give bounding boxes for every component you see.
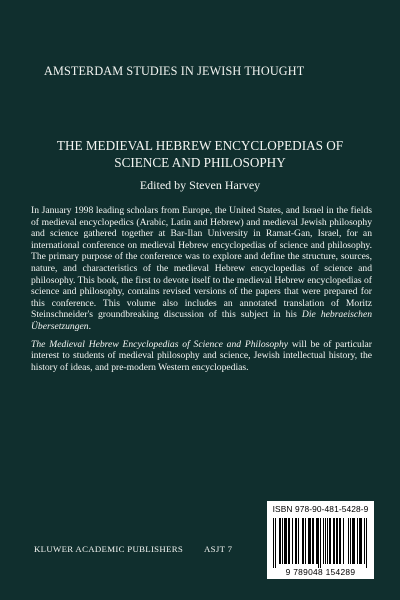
series-volume: ASJT 7 xyxy=(204,544,233,554)
paragraph-1-end: . xyxy=(88,320,91,332)
series-title: AMSTERDAM STUDIES IN JEWISH THOUGHT xyxy=(44,64,305,78)
paragraph-1-italic-title: Die hebraeischen Übersetzungen xyxy=(31,309,372,332)
description-paragraph-2 xyxy=(31,339,372,374)
barcode-bars xyxy=(273,518,368,568)
paragraph-2-italic-title: The Medieval Hebrew Encyclopedias of Science and Philosophy xyxy=(31,338,289,350)
paragraph-2-text: will be of particular interest to students of medieval philosophy and science, Jewish intellectual history, the history of ideas, and pre-modern Western encyclopedias. xyxy=(31,338,372,373)
book-title-line-1: THE MEDIEVAL HEBREW ENCYCLOPEDIAS OF xyxy=(56,138,344,153)
editor-credit: Edited by Steven Harvey xyxy=(139,178,261,192)
description-blurb xyxy=(31,205,372,379)
book-title-line-2: SCIENCE AND PHILOSOPHY xyxy=(114,155,286,170)
publisher-name: KLUWER ACADEMIC PUBLISHERS xyxy=(34,544,184,554)
book-title xyxy=(20,137,380,171)
isbn-number: ISBN 978-90-481-5428-9 xyxy=(272,504,369,514)
barcode-digits: 9 789048 154289 xyxy=(285,567,356,577)
paragraph-1-text: In January 1998 leading scholars from Europe, the United States, and Israel in the fields of medieval encyclopedics (Arabic, Latin and Hebrew) and medieval Jewish philosophy and science gathered together at Bar-Ilan University in Ramat-Gan, Israel, for an international conference on medieval Hebrew encyclopedias of science and philosophy. The primary purpose of the conference was to explore and define the structure, sources, nature, and characteristics of the medieval Hebrew encyclopedias of science and philosophy. This book, the first to devote itself to the medieval Hebrew encyclopedias of science and philosophy, contains revised versions of the papers that were prepared for this conference. This volume also includes an annotated translation of Moritz Steinschneider's groundbreaking discussion of this subject in his xyxy=(31,205,372,321)
description-paragraph-1 xyxy=(31,205,372,333)
barcode-label xyxy=(267,501,374,579)
